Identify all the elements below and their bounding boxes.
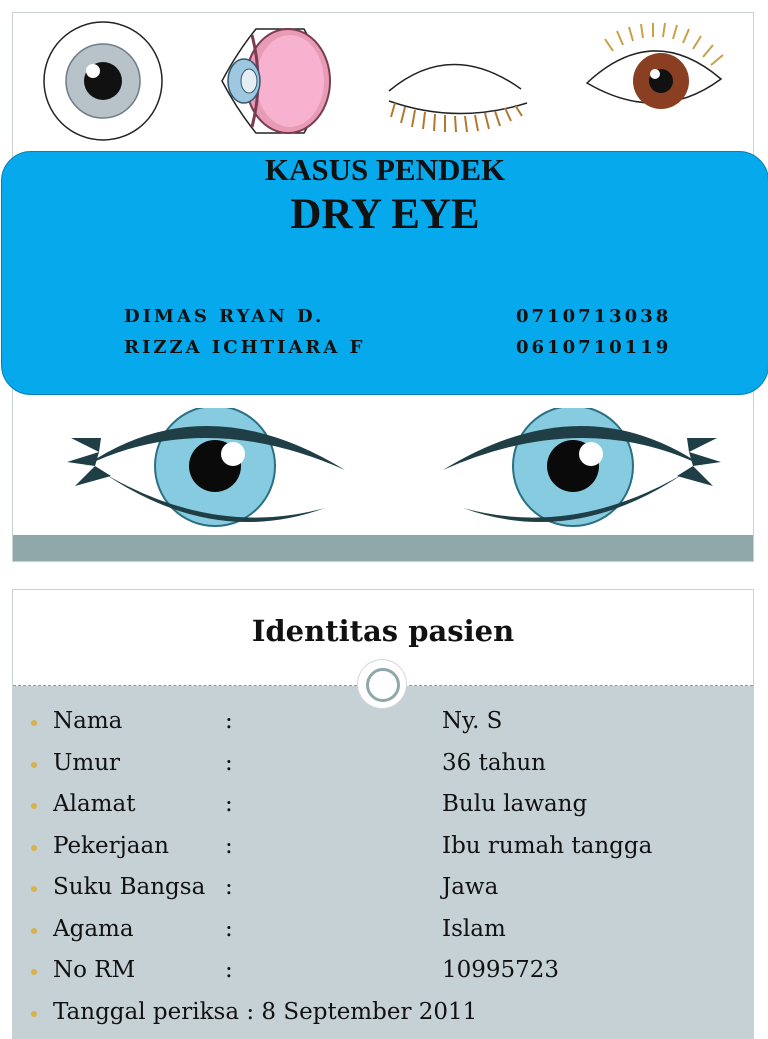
circle-ornament-icon <box>358 660 406 708</box>
author-name: RIZZA ICHTIARA F <box>124 337 366 358</box>
bullet-icon <box>31 762 37 768</box>
bullet-icon <box>31 803 37 809</box>
right-eye-icon <box>433 408 723 536</box>
field-separator: : <box>225 915 233 942</box>
field-value: Jawa <box>442 874 499 900</box>
author-id: 0710713038 <box>516 306 672 327</box>
list-item <box>13 708 753 748</box>
field-separator: : <box>225 957 233 983</box>
field-value: 10995723 <box>442 957 560 983</box>
field-separator: : <box>225 749 233 776</box>
field-label: Agama <box>53 915 134 942</box>
field-separator: : <box>225 791 233 817</box>
field-label: Suku Bangsa <box>53 874 206 900</box>
exam-date: Tanggal periksa : 8 September 2011 <box>53 998 478 1025</box>
bullet-icon <box>31 928 37 934</box>
list-item <box>13 750 753 790</box>
list-item <box>13 874 753 914</box>
open-eye-side-icon <box>583 21 733 131</box>
main-title: DRY EYE <box>290 191 480 238</box>
eye-cross-section-icon <box>218 21 338 141</box>
field-separator: : <box>225 874 233 900</box>
left-eye-icon <box>65 408 355 536</box>
slide-title: Identitas pasien <box>251 614 515 648</box>
list-item <box>13 916 753 956</box>
field-label: Nama <box>53 708 123 734</box>
field-label: Alamat <box>53 791 136 817</box>
patient-identity-slide <box>12 589 754 1039</box>
bullet-icon <box>31 886 37 892</box>
closed-eye-icon <box>381 21 533 141</box>
bullet-icon <box>31 720 37 726</box>
field-separator: : <box>225 832 233 859</box>
list-item <box>13 833 753 873</box>
field-label: No RM <box>53 957 136 983</box>
field-value: Ibu rumah tangga <box>442 832 653 859</box>
title-banner <box>1 151 768 395</box>
field-value: Bulu lawang <box>442 791 588 817</box>
bullet-icon <box>31 845 37 851</box>
list-item <box>13 999 753 1039</box>
bullet-icon <box>31 969 37 975</box>
field-separator: : <box>225 708 233 734</box>
slide-footer-bar <box>13 535 753 561</box>
list-item <box>13 791 753 831</box>
field-label: Umur <box>53 749 121 776</box>
bullet-icon <box>31 1011 37 1017</box>
field-label: Pekerjaan <box>53 832 169 859</box>
field-value: 36 tahun <box>442 749 546 776</box>
list-item <box>13 957 753 997</box>
field-value: Islam <box>442 915 506 942</box>
author-id: 0610710119 <box>516 337 672 358</box>
eye-front-icon <box>41 21 165 141</box>
field-value: Ny. S <box>442 708 503 734</box>
title-slide <box>12 12 754 562</box>
subtitle: KASUS PENDEK <box>264 152 506 187</box>
author-name: DIMAS RYAN D. <box>124 306 325 327</box>
